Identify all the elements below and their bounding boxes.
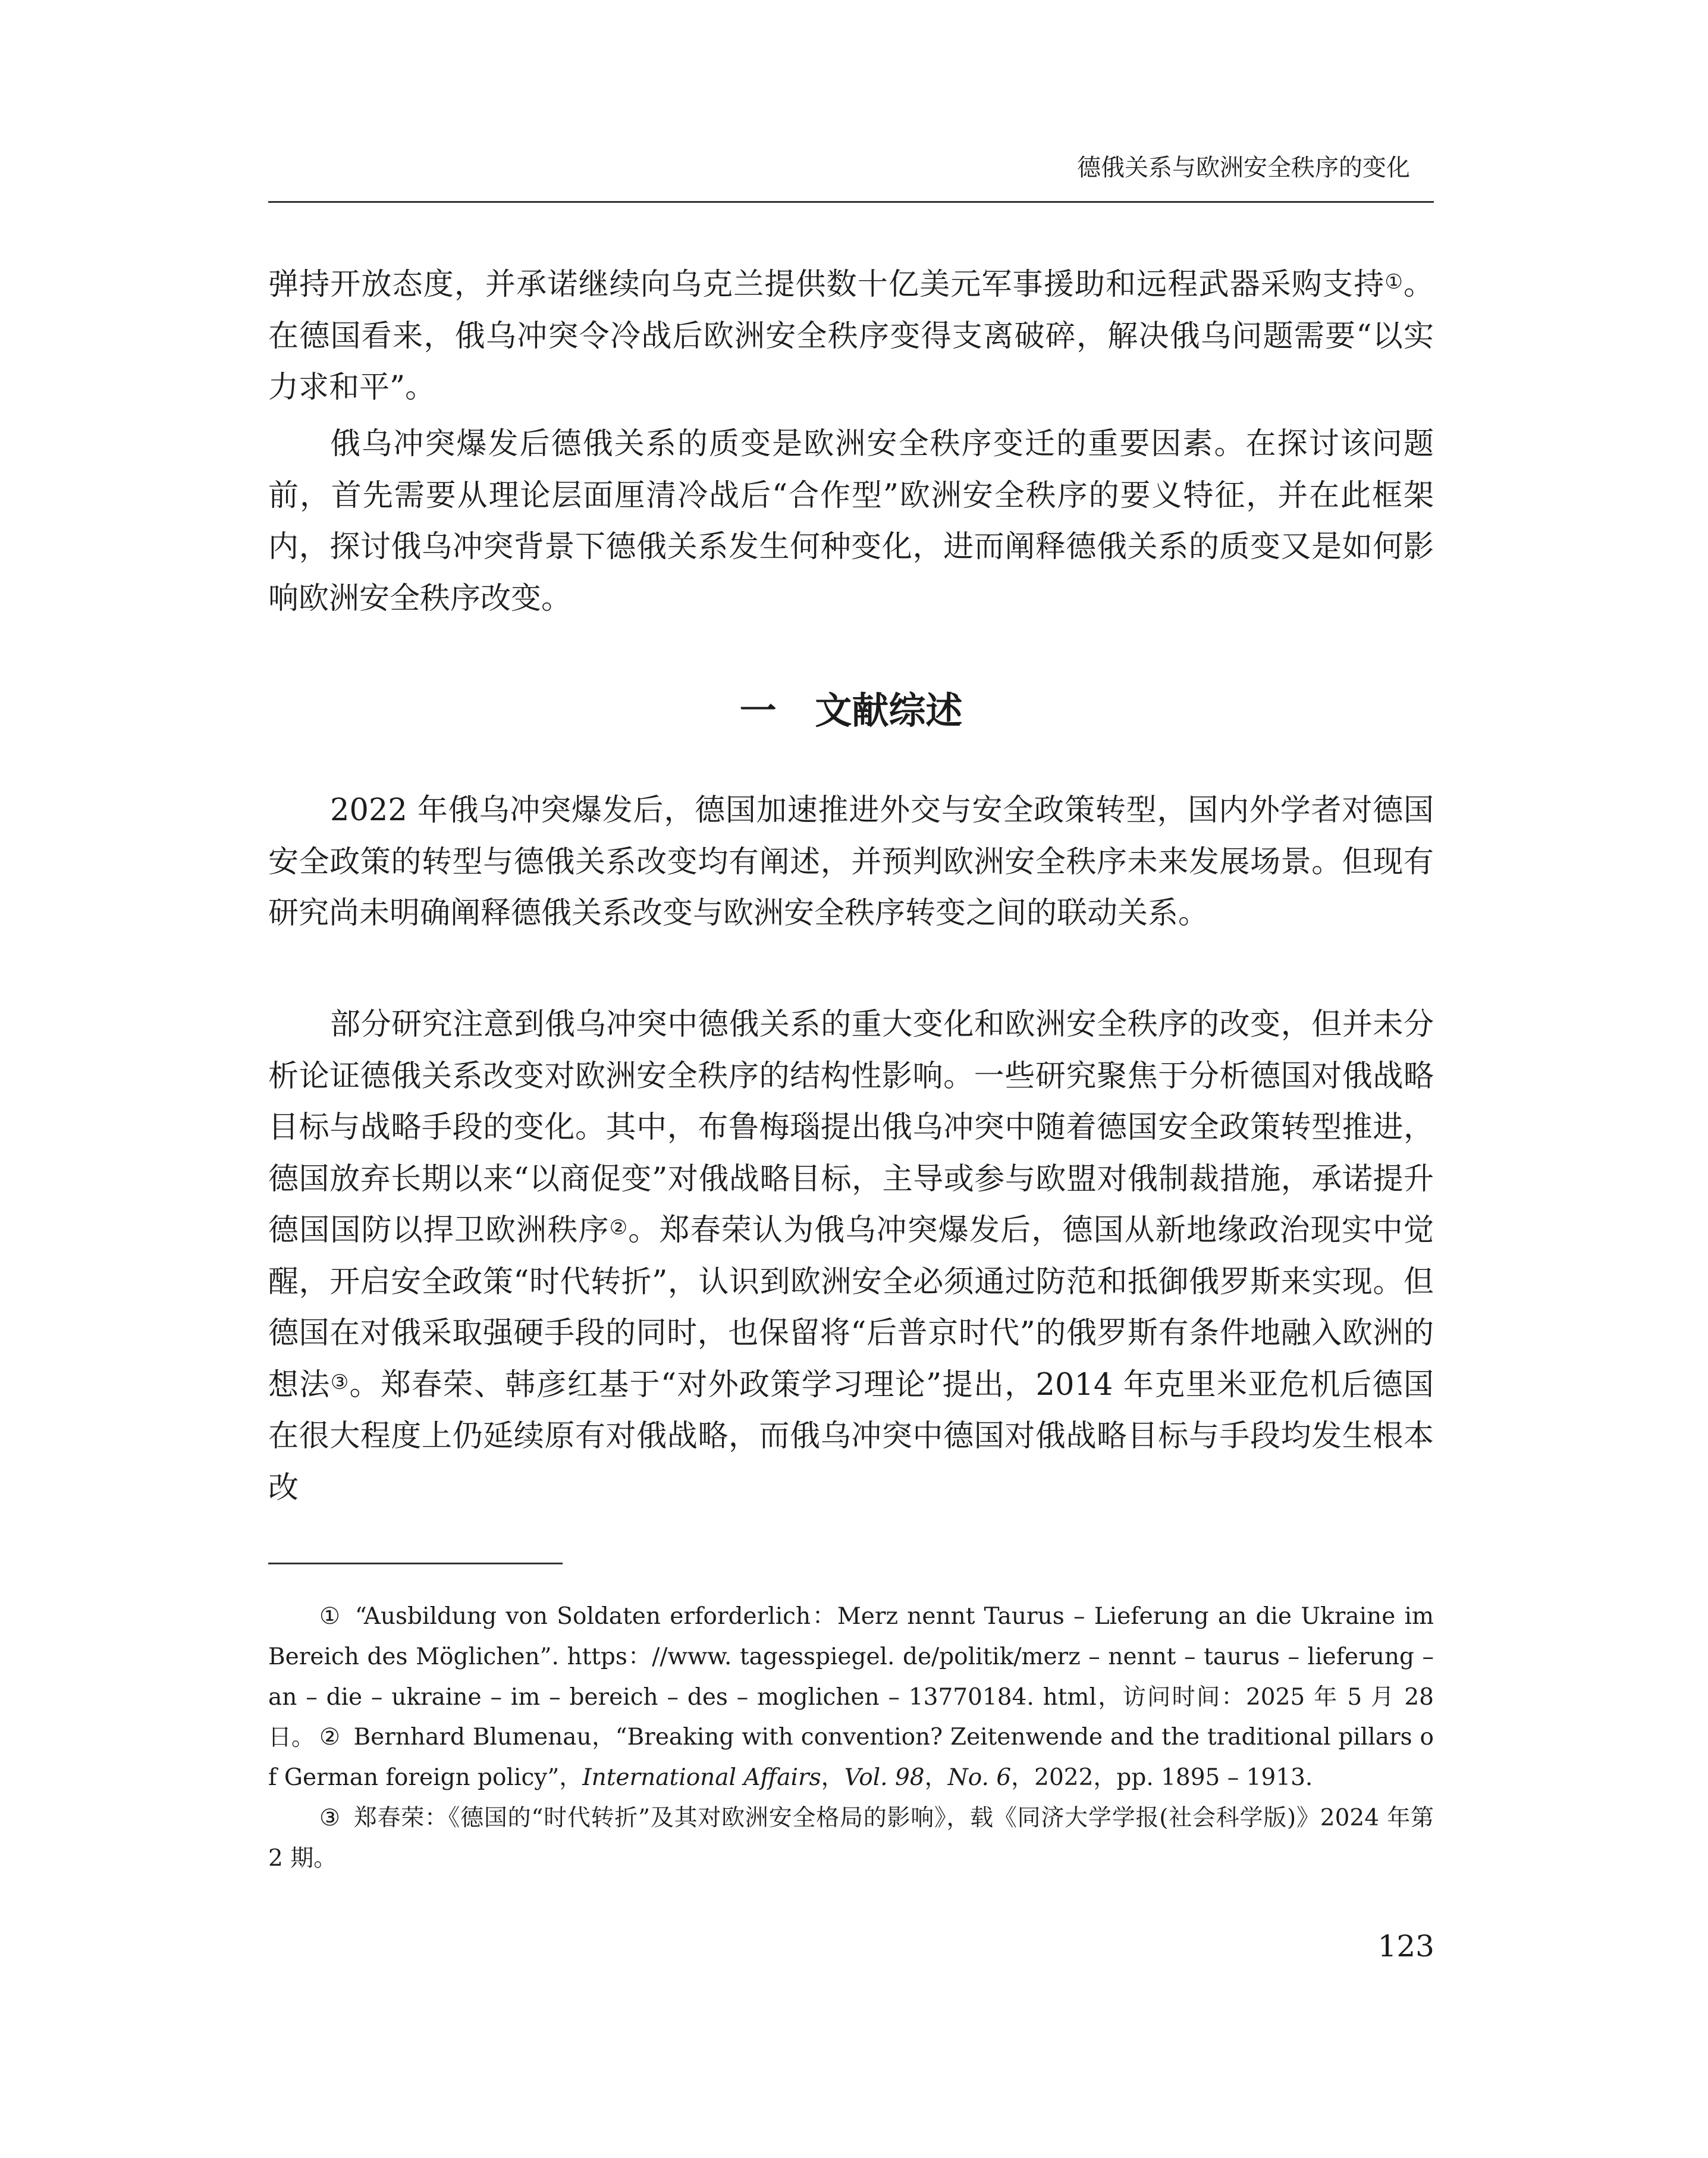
- paragraph-literature-2: [268, 999, 1434, 1514]
- footnote-ref-1[interactable]: ①: [1384, 270, 1404, 294]
- paragraph-text: 弹持开放态度，并承诺继续向乌克兰提供数十亿美元军事援助和远程武器采购支持: [268, 267, 1385, 302]
- footnote-number: ③: [319, 1805, 341, 1831]
- paragraph-text: 。在德国看来，俄乌冲突令冷战后欧洲安全秩序变得支离破碎，解决俄乌问题需要“以实力求和平”。: [268, 267, 1434, 405]
- footnote-text: ，: [924, 1764, 948, 1791]
- paragraph-text: 部分研究注意到俄乌冲突中德俄关系的重大变化和欧洲安全秩序的改变，但并未分析论证德俄关系改变对欧洲安全秩序的结构性影响。一些研究聚焦于分析德国对俄战略目标与战略手段的变化。其中，布鲁梅瑙提出俄乌冲突中随着德国安全政策转型推进，德国放弃长期以来“以商促变”对俄战略目标，主导或参与欧盟对俄制裁措施，承诺提升德国国防以捍卫欧洲秩序: [268, 1007, 1434, 1248]
- running-header-title: 德俄关系与欧洲安全秩序的变化: [1077, 154, 1410, 181]
- footnote-text: 郑春荣：《德国的“时代转折”及其对欧洲安全格局的影响》，载《同济大学学报(社会科学版)》2024 年第 2 期。: [268, 1805, 1434, 1872]
- paragraph-continuation: [268, 259, 1434, 414]
- paragraph-text: 。郑春荣、韩彦红基于“对外政策学习理论”提出，2014 年克里米亚危机后德国在很大程度上仍延续原有对俄战略，而俄乌冲突中德国对俄战略目标与手段均发生根本改: [268, 1367, 1434, 1505]
- footnote-ref-3[interactable]: ③: [330, 1370, 350, 1394]
- paragraph-text: 。郑春荣认为俄乌冲突爆发后，德国从新地缘政治现实中觉醒，开启安全政策“时代转折”，认识到欧洲安全必须通过防范和抵御俄罗斯来实现。但德国在对俄采取强硬手段的同时，也保留将“后普京时代”的俄罗斯有条件地融入欧洲的想法: [268, 1213, 1434, 1403]
- journal-issue: No. 6: [947, 1764, 1012, 1791]
- page-number: 123: [1377, 1929, 1434, 1963]
- journal-volume: Vol. 98: [844, 1764, 925, 1791]
- footnote-3: [268, 1798, 1434, 1879]
- footnote-text: “Ausbildung von Soldaten erforderlich：Merz nennt Taurus – Lieferung an die Ukraine im Bereich des Möglichen”. https：//www. tagesspiegel. de/politik/merz – nennt – taurus – lieferung – an – die – ukraine – im – bereich – des – moglichen – 13770184. html，访问时间：2025 年 5 月 28 日。: [268, 1603, 1434, 1751]
- footnote-ref-2[interactable]: ②: [609, 1216, 629, 1240]
- footnote-number: ①: [319, 1603, 342, 1630]
- footnote-divider: [268, 1563, 563, 1564]
- footnote-text: ，2022，pp. 1895 – 1913.: [1011, 1764, 1313, 1791]
- footnote-text: ，: [821, 1764, 844, 1791]
- footnote-number: ②: [319, 1724, 341, 1751]
- running-header: [268, 139, 1434, 203]
- journal-title: International Affairs: [582, 1764, 821, 1791]
- paragraph-literature-1: 2022 年俄乌冲突爆发后，德国加速推进外交与安全政策转型，国内外学者对德国安全政策的转型与德俄关系改变均有阐述，并预判欧洲安全秩序未来发展场景。但现有研究尚未明确阐释德俄关系改变与欧洲安全秩序转变之间的联动关系。: [268, 793, 1434, 931]
- section-heading: 一 文献综述: [739, 689, 963, 732]
- footnote-text: Bernhard Blumenau，“Breaking with convention? Zeitenwende and the traditional pillars of German foreign policy”，: [268, 1724, 1434, 1791]
- paragraph-intro: 俄乌冲突爆发后德俄关系的质变是欧洲安全秩序变迁的重要因素。在探讨该问题前，首先需要从理论层面厘清冷战后“合作型”欧洲安全秩序的要义特征，并在此框架内，探讨俄乌冲突背景下德俄关系发生何种变化，进而阐释德俄关系的质变又是如何影响欧洲安全秩序改变。: [268, 426, 1434, 616]
- footnote-2: [268, 1717, 1434, 1798]
